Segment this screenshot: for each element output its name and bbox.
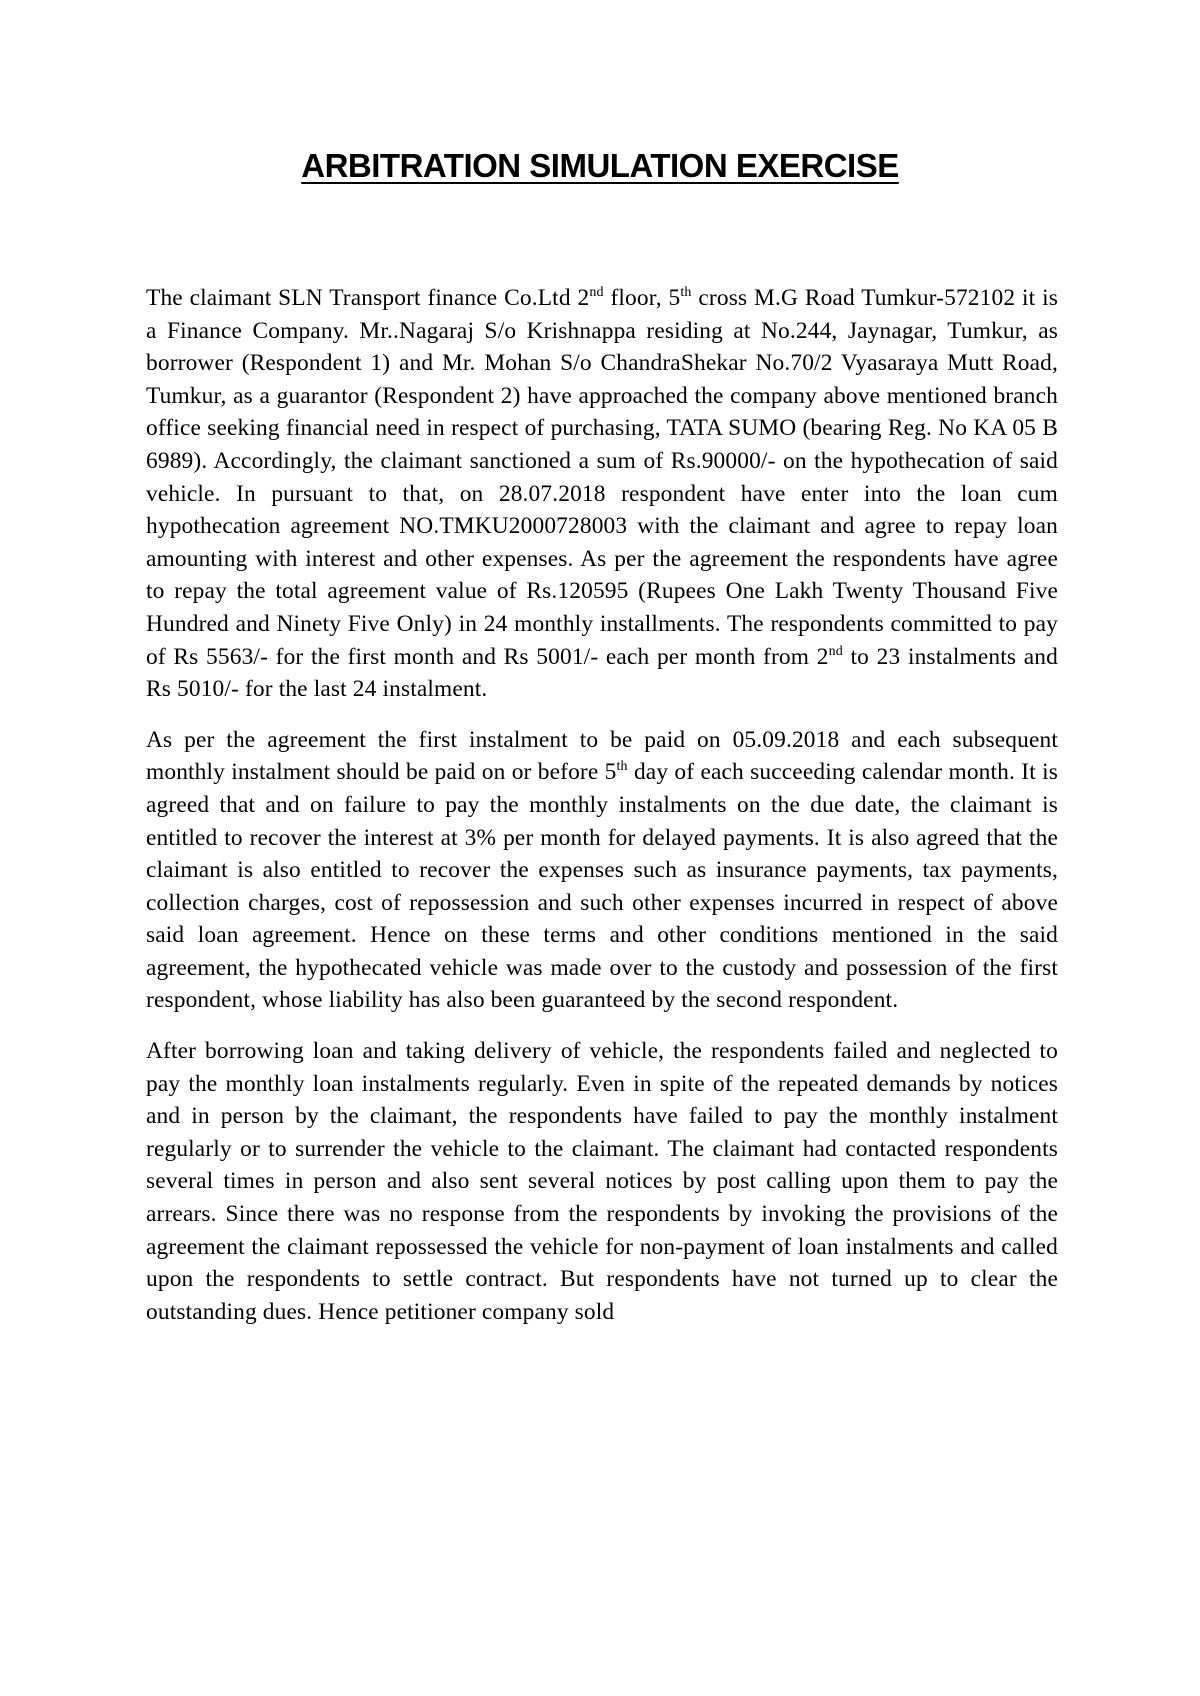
- paragraph-1-text-d: to 23 instalments and Rs 5010/- for the last 24 instalment.: [146, 643, 1058, 703]
- paragraph-2: [146, 724, 1058, 1017]
- paragraph-2-text-b: day of each succeeding calendar month. It is agreed that and on failure to pay the monthly instalments on the due date, the claimant is entitled to recover the interest at 3% per month for delayed payments. It is also agreed that the claimant is also entitled to recover the expenses such as insurance payments, tax payments, collection charges, cost of repossession and such other expenses incurred in respect of above said loan agreement. Hence on these terms and other conditions mentioned in the said agreement, the hypothecated vehicle was made over to the custody and possession of the first respondent, whose liability has also been guaranteed by the second respondent.: [146, 759, 1058, 1014]
- paragraph-2-text-a: As per the agreement the first instalment to be paid on 05.09.2018 and each subsequent monthly instalment should be paid on or before 5: [146, 726, 1058, 786]
- paragraph-1-text-c: cross M.G Road Tumkur-572102 it is a Finance Company. Mr..Nagaraj S/o Krishnappa residing at No.244, Jaynagar, Tumkur, as borrower (Respondent 1) and Mr. Mohan S/o ChandraShekar No.70/2 Vyasaraya Mutt Road, Tumkur, as a guarantor (Respondent 2) have approached the company above mentioned branch office seeking financial need in respect of purchasing, TATA SUMO (bearing Reg. No KA 05 B 6989). Accordingly, the claimant sanctioned a sum of Rs.90000/- on the hypothecation of said vehicle. In pursuant to that, on 28.07.2018 respondent have enter into the loan cum hypothecation agreement NO.TMKU2000728003 with the claimant and agree to repay loan amounting with interest and other expenses. As per the agreement the respondents have agree to repay the total agreement value of Rs.120595 (Rupees One Lakh Twenty Thousand Five Hundred and Ninety Five Only) in 24 monthly installments. The respondents committed to pay of Rs 5563/- for the first month and Rs 5001/- each per month from 2: [146, 285, 1058, 670]
- superscript: nd: [828, 643, 843, 659]
- paragraph-1-text-b: floor, 5: [603, 285, 681, 311]
- paragraph-1: [146, 282, 1058, 706]
- paragraph-1-text-a: The claimant SLN Transport finance Co.Ltd 2: [146, 285, 590, 311]
- superscript: th: [616, 759, 628, 775]
- superscript: th: [680, 285, 692, 300]
- superscript: nd: [589, 285, 604, 300]
- paragraph-3-text: After borrowing loan and taking delivery of vehicle, the respondents failed and neglected to pay the monthly loan instalments regularly. Even in spite of the repeated demands by notices and in person by the claimant, the respondents have failed to pay the monthly instalment regularly or to surrender the vehicle to the claimant. The claimant had contacted respondents several times in person and also sent several notices by post calling upon them to pay the arrears. Since there was no response from the respondents by invoking the provisions of the agreement the claimant repossessed the vehicle for non-payment of loan instalments and called upon the respondents to settle contract. But respondents have not turned up to clear the outstanding dues. Hence petitioner company sold: [146, 1038, 1058, 1325]
- document-body: [146, 282, 1058, 1346]
- paragraph-3: [146, 1035, 1058, 1328]
- page-title: ARBITRATION SIMULATION EXERCISE: [301, 147, 899, 184]
